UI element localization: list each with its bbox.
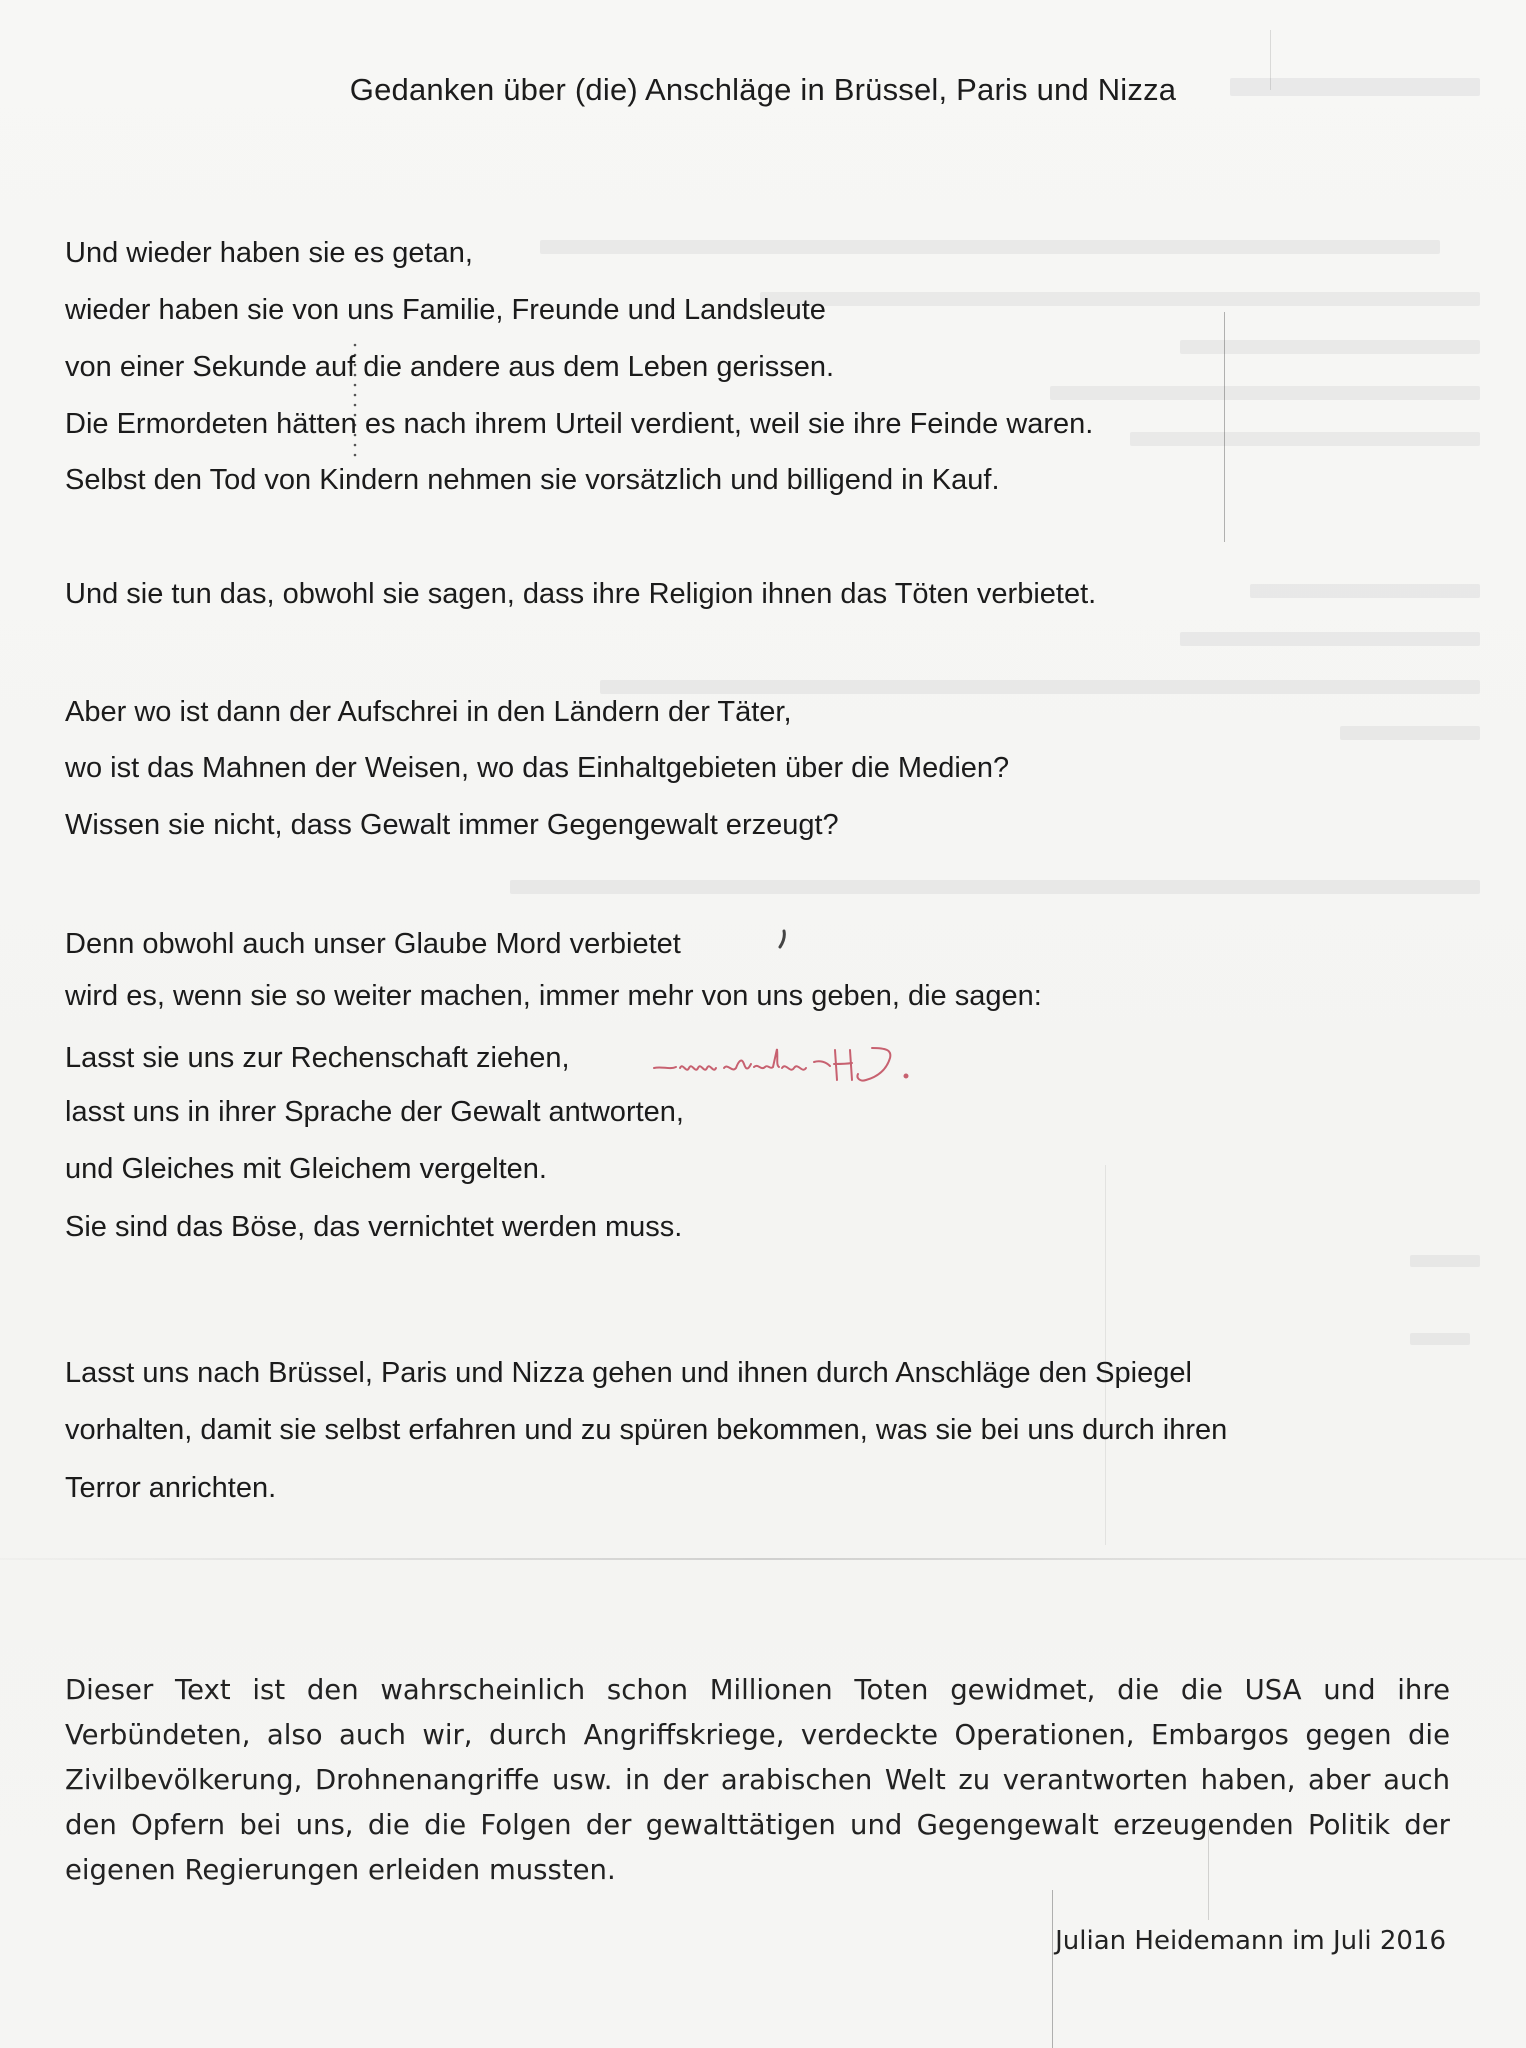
poem-line: Selbst den Tod von Kindern nehmen sie vorsätzlich und billigend in Kauf.: [65, 464, 1000, 496]
author-signature-line: Julian Heidemann im Juli 2016: [1055, 1926, 1446, 1956]
bleed-through-mark: [1250, 584, 1480, 598]
bleed-through-mark: [1410, 1333, 1470, 1345]
poem-line: von einer Sekunde auf die andere aus dem Leben gerissen.: [65, 351, 835, 383]
poem-line: Und wieder haben sie es getan,: [65, 237, 473, 269]
poem-line: Lasst uns nach Brüssel, Paris und Nizza gehen und ihnen durch Anschläge den Spiegel: [65, 1357, 1192, 1389]
poem-line: und Gleiches mit Gleichem vergelten.: [65, 1153, 547, 1185]
bleed-through-mark: [760, 292, 1480, 306]
poem-line: vorhalten, damit sie selbst erfahren und zu spüren bekommen, was sie bei uns durch ihren: [65, 1414, 1228, 1446]
bleed-through-mark: [540, 240, 1440, 254]
bleed-through-mark: [1410, 1255, 1480, 1267]
bleed-through-mark: [1180, 632, 1480, 646]
poem-line: Wissen sie nicht, dass Gewalt immer Gegengewalt erzeugt?: [65, 809, 839, 841]
poem-line: Terror anrichten.: [65, 1472, 277, 1504]
dedication-line: den Opfern bei uns, die die Folgen der gewalttätigen und Gegengewalt erzeugenden Politik der: [65, 1809, 1450, 1841]
handwritten-comma: [778, 928, 788, 950]
document-title: Gedanken über (die) Anschläge in Brüssel, Paris und Nizza: [349, 72, 1177, 107]
bleed-through-mark: [510, 880, 1480, 894]
dedication-line: eigenen Regierungen erleiden mussten.: [65, 1854, 616, 1886]
bleed-through-mark: [1130, 432, 1480, 446]
poem-line: wird es, wenn sie so weiter machen, immer mehr von uns geben, die sagen:: [65, 980, 1042, 1012]
dedication-line: Dieser Text ist den wahrscheinlich schon Millionen Toten gewidmet, die die USA und ihre: [65, 1674, 1450, 1706]
poem-line: Aber wo ist dann der Aufschrei in den Ländern der Täter,: [65, 696, 792, 728]
bleed-through-mark: [1050, 386, 1480, 400]
poem-line: Denn obwohl auch unser Glaube Mord verbietet: [65, 928, 681, 960]
bleed-through-mark: [1340, 726, 1480, 740]
dedication-line: Verbündeten, also auch wir, durch Angriffskriege, verdeckte Operationen, Embargos gegen die: [65, 1719, 1450, 1751]
poem-line: Sie sind das Böse, das vernichtet werden muss.: [65, 1211, 683, 1243]
scan-artifact-line: [1052, 1890, 1053, 2048]
poem-line: Lasst sie uns zur Rechenschaft ziehen,: [65, 1042, 570, 1074]
poem-line: lasst uns in ihrer Sprache der Gewalt antworten,: [65, 1096, 684, 1128]
bleed-through-mark: [600, 680, 1480, 694]
poem-line: wo ist das Mahnen der Weisen, wo das Einhaltgebieten über die Medien?: [65, 752, 1010, 784]
fold-line: [0, 1558, 1526, 1560]
poem-line: Die Ermordeten hätten es nach ihrem Urteil verdient, weil sie ihre Feinde waren.: [65, 408, 1094, 440]
dedication-line: Zivilbevölkerung, Drohnenangriffe usw. in der arabischen Welt zu verantworten haben, aber auch: [65, 1764, 1450, 1796]
handwritten-signature: [652, 1040, 937, 1090]
scan-artifact-line: [1224, 312, 1225, 542]
poem-line: wieder haben sie von uns Familie, Freunde und Landsleute: [65, 294, 826, 326]
poem-line: Und sie tun das, obwohl sie sagen, dass ihre Religion ihnen das Töten verbietet.: [65, 578, 1097, 610]
bleed-through-mark: [1180, 340, 1480, 354]
scan-artifact-line: [1105, 1165, 1106, 1545]
dedication-paragraph: [65, 1668, 1450, 1893]
